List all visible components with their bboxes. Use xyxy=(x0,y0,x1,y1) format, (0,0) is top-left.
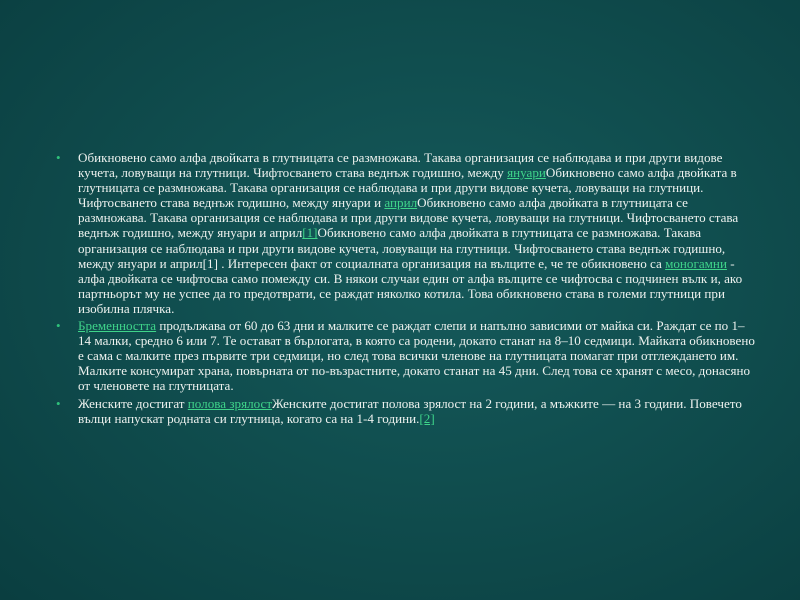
paragraph-text: Обикновено само алфа двойката в глутницата се размножава. Такава организация се наблюдава и при други видове кучета, ловуващи на глутници. Чифтосването става веднъж годишно, между януари и xyxy=(78,165,737,211)
bullet-item xyxy=(56,318,756,393)
bullet-icon: • xyxy=(56,150,61,165)
bullet-icon: • xyxy=(56,395,61,411)
paragraph-text: Женските достигат полова зрялост на 2 години, а мъжките — на 3 години. Повечето вълци напускат родната си глутница, когато са на 1-4 години. xyxy=(78,395,742,426)
hyperlink[interactable]: [2] xyxy=(419,410,435,426)
bullet-icon: • xyxy=(56,318,61,334)
hyperlink[interactable]: полова зрялост xyxy=(187,395,273,411)
hyperlink[interactable]: Бременността xyxy=(78,318,157,334)
bullet-item xyxy=(56,150,756,316)
paragraph-text: Обикновено само алфа двойката в глутницата се размножава. Такава организация се наблюдава и при други видове кучета, ловуващи на глутници. Чифтосването става веднъж годишно, между xyxy=(78,150,723,181)
paragraph-text: продължава от 60 до 63 дни и малките се раждат слепи и напълно зависими от майка си. Раждат се по 1–14 малки, средно 6 или 7. Те остават в бърлогата, в която са родени, докато станат на 8–10 седмици. Майката обикновено е сама с малките през първите три седмици, но след това всички членове на глутницата помагат при отглеждането им. Малките консумират храна, повърната от по-възрастните, докато станат на 45 дни. След това се хранят с месо, донасяно от членовете на глутницата. xyxy=(78,318,755,394)
paragraph-text: - алфа двойката се чифтосва само помежду си. В някои случаи един от алфа вълците се чифтосва с подчинен вълк и, ако партньорът му не успее да го предотврати, се раждат няколко котила. Това обикновено става в големи глутници при изобилна плячка. xyxy=(78,255,743,316)
paragraph-text: Обикновено само алфа двойката в глутницата се размножава. Такава организация се наблюдава и при други видове кучета, ловуващи на глутници. Чифтосването става веднъж годишно, между януари и април[1] . Интересен факт от социалната организация на вълците е, че те обикновено са xyxy=(78,225,726,271)
hyperlink[interactable]: април xyxy=(384,195,418,211)
hyperlink[interactable]: [1] xyxy=(302,225,318,241)
paragraph-text: Обикновено само алфа двойката в глутницата се размножава. Такава организация се наблюдава и при други видове кучета, ловуващи на глутници. Чифтосването става веднъж годишно, между януари и април xyxy=(78,195,739,241)
bullet-list xyxy=(56,150,756,428)
paragraph-text: Женските достигат xyxy=(78,395,188,411)
hyperlink[interactable]: януари xyxy=(507,165,546,181)
hyperlink[interactable]: моногамни xyxy=(665,255,727,271)
bullet-item xyxy=(56,396,756,426)
